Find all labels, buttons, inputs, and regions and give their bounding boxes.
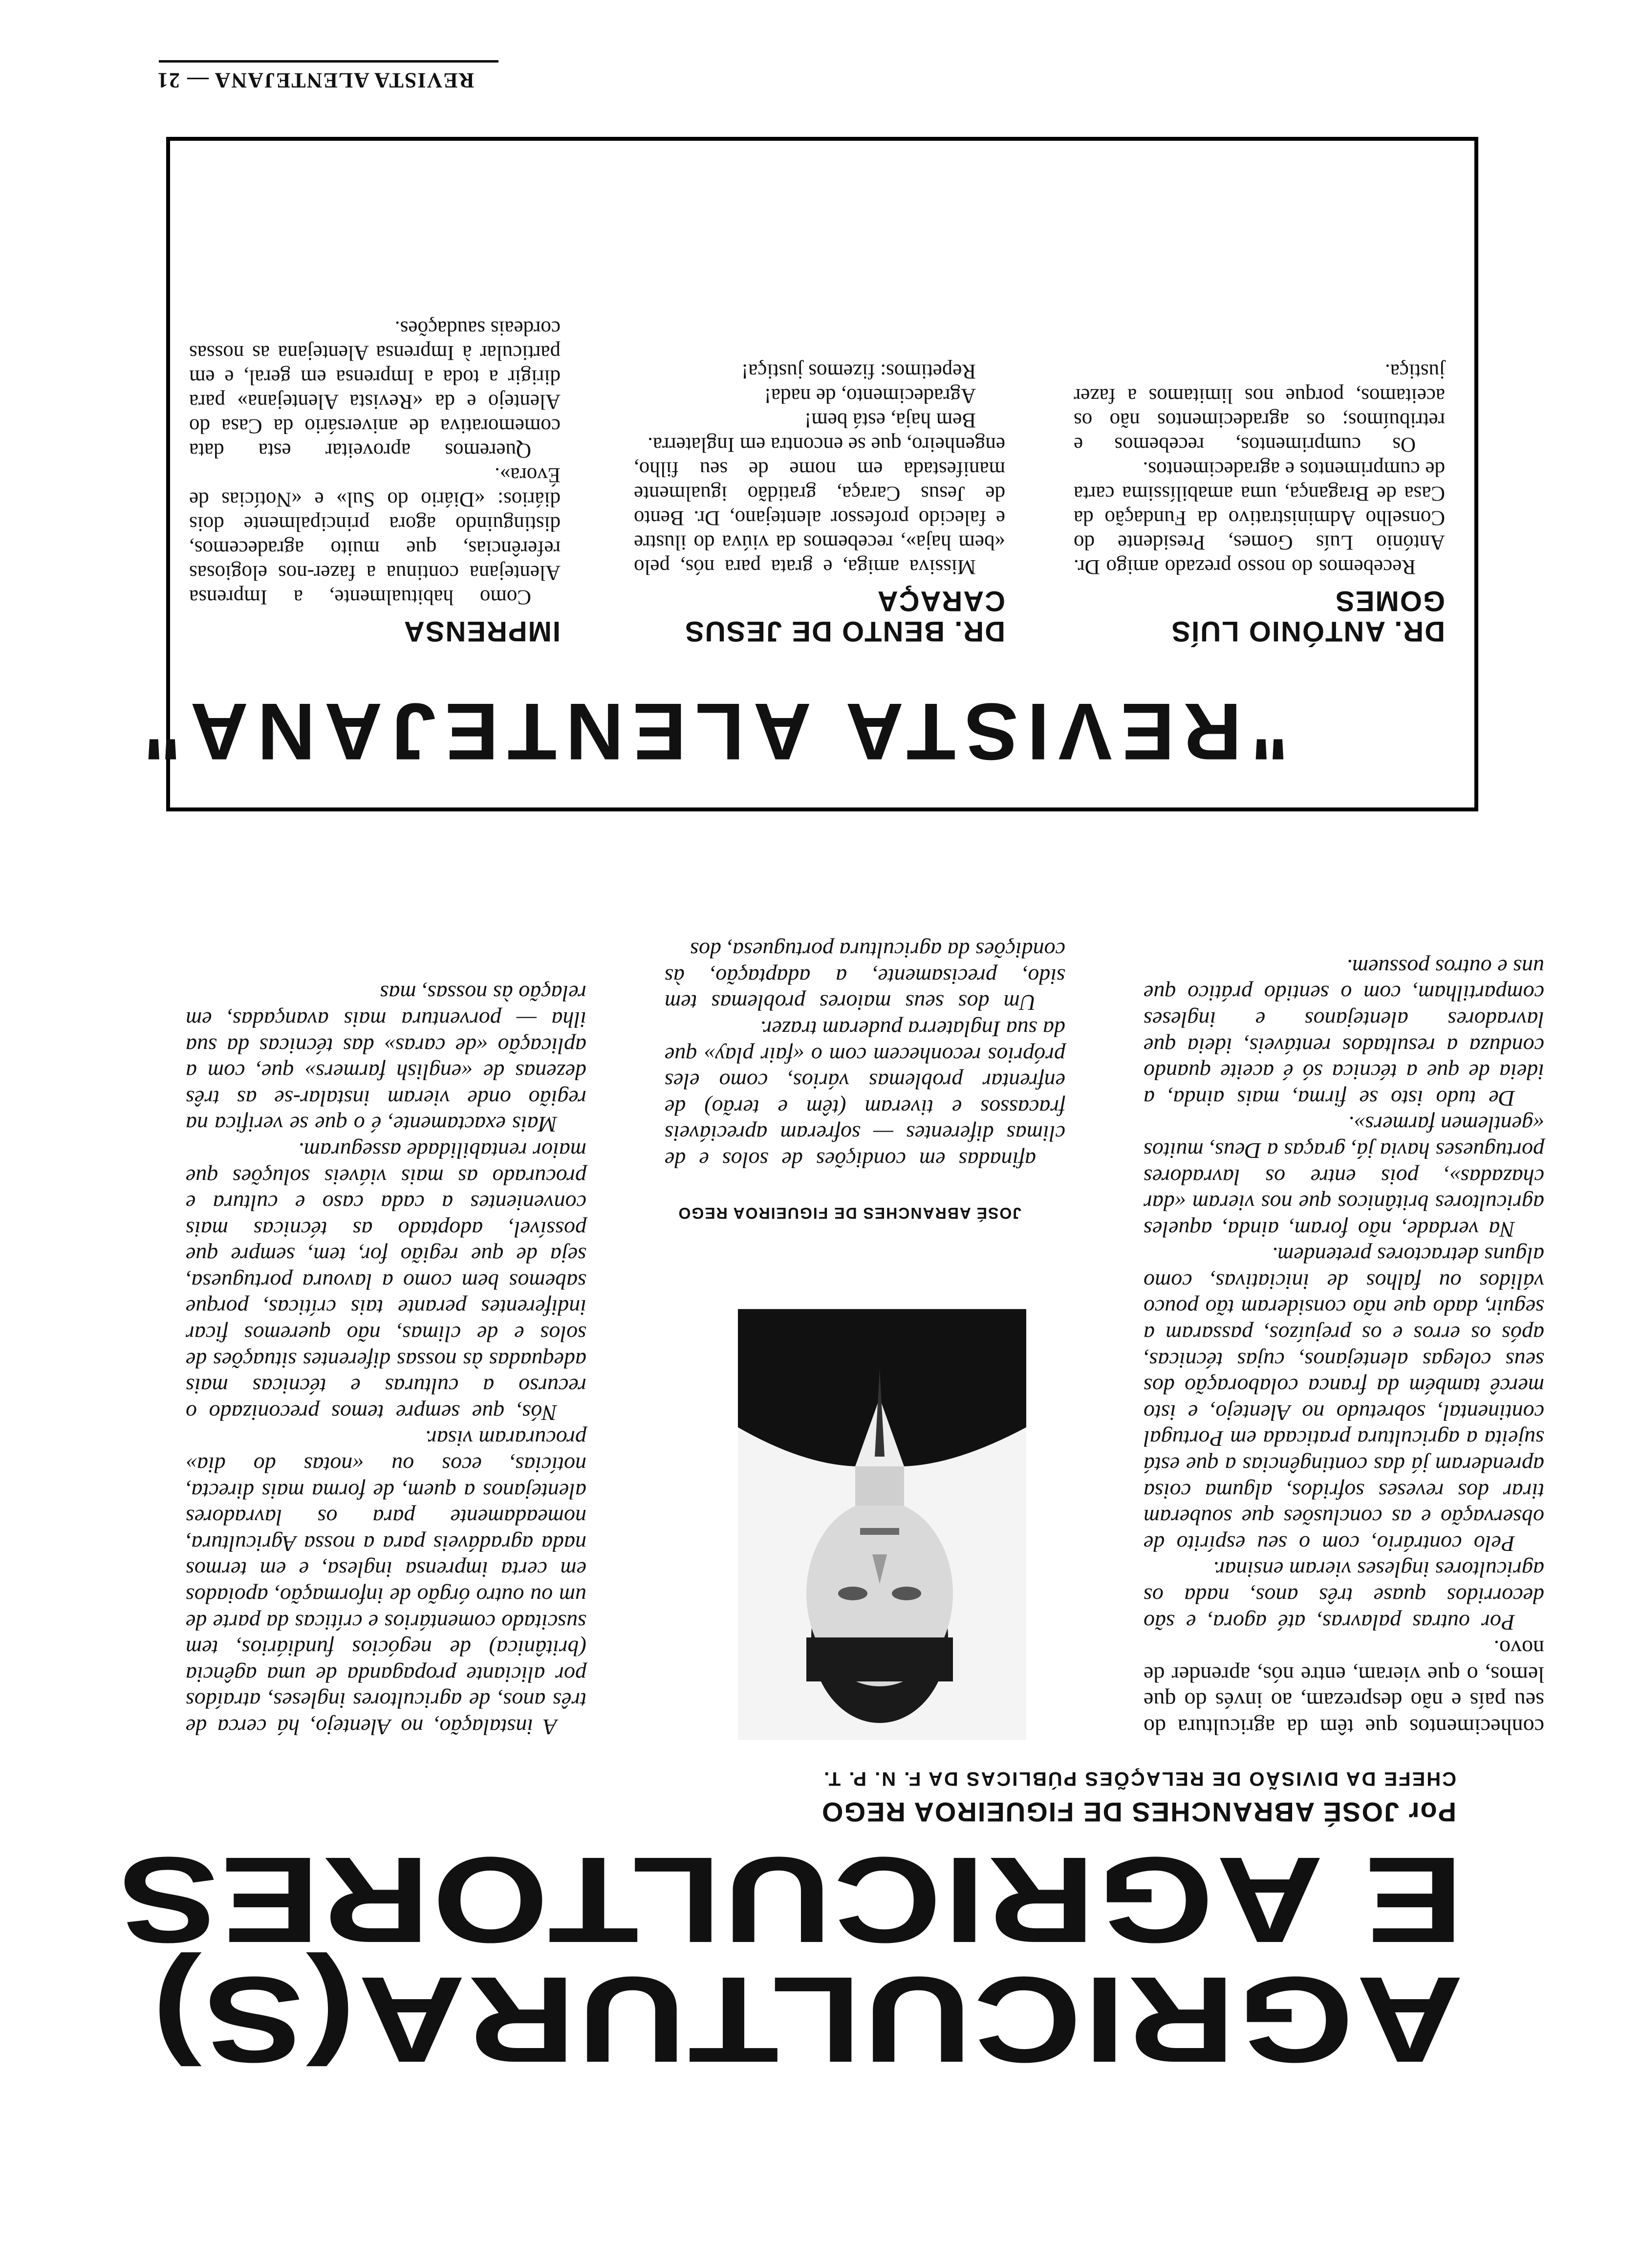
article-paragraph: conhecimentos que têm da agricultura do seu país e não desprezam, ao invés do que lemos, o que vieram, entre nós, aprender de novo. — [1144, 1636, 1544, 1740]
box-heading: DR. BENTO DE JESUS CARAÇA — [684, 585, 1005, 647]
box-paragraph: Repetimos: fizemos justiça! — [741, 360, 976, 383]
box-heading: IMPRENSA — [403, 615, 561, 647]
box-title: "REVISTA ALENTEJANA" — [134, 687, 1289, 777]
article-paragraph: afinadas em condições de solos e de climas diferentes — sofreram apreciáveis fracassos e tiveram (têm e terão) de enfrentar problemas vários, como eles próprios reconhecem com o «fair play» que da sua Inglaterra puderam trazer. — [665, 1017, 1065, 1173]
article-title-line-2: E AGRICULTORES — [116, 1832, 1464, 1968]
article-title — [0, 1832, 1464, 2088]
article-title-line-1: AGRICULTURA(S) — [150, 1952, 1464, 2088]
box-paragraph: Bem haja, está bem! — [804, 409, 976, 432]
article-column-3 — [1144, 954, 1544, 1740]
byline — [479, 1767, 1456, 1828]
article-paragraph: Pelo contrário, com o seu espírito de observação e as conclusões que souberam tirar dos reveses sofridos, alguma coisa aprenderam já das contingências a que está sujeita a agricultura praticada em Portugal continental, sobretudo no Alentejo, e isto mercê também da franca colaboração dos seus colegas alentejanos, cujas técnicas, após os erros e os prejuízos, passaram a seguir, dado que não consideram tão pouco válidos ou falhos de iniciativas, como alguns detractores pretendem. — [1144, 1243, 1544, 1556]
author-photo — [738, 1309, 1026, 1740]
box-heading: DR. ANTÓNIO LUÍS GOMES — [1170, 585, 1445, 647]
running-head: REVISTA ALENTEJANA — 21 — [156, 68, 475, 92]
box-paragraph: Missiva amiga, e grata para nós, pelo «bem haja», recebemos da viúva do ilustre e falecido professor alentejano, Dr. Bento de Jesus Caraça, gratidão igualmente manifestada em nome de seu filho, engenheiro, que se encontra em Inglaterra. — [634, 433, 1005, 578]
box-paragraph: Queremos aproveitar esta data comemorativa de aniversário da Casa do Alentejo e da «Revista Alentejana» para dirigir a toda a Imprensa em geral, e em particular à Imprensa Alentejana as nossas cordeais saudações. — [189, 317, 561, 462]
box-paragraph: Os cumprimentos, recebemos e retribuímos; os agradecimentos não os aceitamos, porque nos limitamos a fazer justiça. — [1074, 360, 1445, 456]
box-column-1 — [1074, 359, 1445, 646]
box-paragraph: Como habitualmente, a Imprensa Alentejana continua a fazer-nos elogiosas referências, que muito agradecemos, distinguindo agora principalmente dois diários: «Diário do Sul» e «Notícias de Évora». — [189, 463, 561, 609]
article-paragraph: Na verdade, não foram, ainda, aqueles agricultores britânicos que nos vieram «dar chazadas», pois entre os lavradores portugueses havia já, graças a Deus, muitos «gentlemen farmers». — [1144, 1112, 1544, 1242]
author-name: Por JOSÉ ABRANCHES DE FIGUEIROA REGO — [821, 1797, 1456, 1828]
photo-caption: JOSÉ ABRANCHES DE FIGUEIROA REGO — [677, 1204, 1021, 1222]
revista-alentejana-box — [134, 137, 1478, 811]
footer-rule — [159, 60, 498, 63]
article-paragraph: Mais exactamente, é o que se verifica na região onde vieram instalar-se as três dezenas de «english farmers» que, com a aplicação «de caras» das técnicas da sua ilha — porventura mais avançadas, em relação às nossas, mas — [186, 981, 586, 1137]
box-column-2 — [634, 359, 1005, 646]
box-paragraph: Recebemos do nosso prezado amigo Dr. António Luís Gomes, Presidente do Conselho Administrativo da Fundação da Casa de Bragança, uma amabilíssima carta de cumprimentos e agradecimentos. — [1074, 458, 1445, 578]
article-paragraph: A instalação, no Alentejo, há cerca de três anos, de agricultores ingleses, atraídos por aliciante propaganda de uma agência (britânica) de negócios fundiários, tem suscitado comentários e críticas da parte de um ou outro órgão de informação, apoiados em certa imprensa inglesa, e em termos nada agradáveis para a nossa Agricultura, nomeadamente para os lavradores alentejanos a quem, de forma mais directa, notícias, ecos ou «notas do dia» procuraram visar. — [186, 1426, 586, 1740]
article-paragraph: De tudo isto se firma, mais ainda, a ideia de que a técnica só é aceite quando conduza a resultados rentáveis, ideia que lavradores alentejanos e ingleses compartilham, com o sentido prático que uns e outros possuem. — [1144, 955, 1544, 1111]
author-role: CHEFE DA DIVISÃO DE RELAÇÕES PÚBLICAS DA F. N. P. T. — [822, 1768, 1456, 1789]
article-paragraph: Um dos seus maiores problemas tem sido, precisamente, a adaptação, às condições da agricultura portuguesa, dos — [665, 938, 1065, 1016]
portrait-image — [738, 1310, 1026, 1740]
article-column-1 — [186, 981, 586, 1740]
box-column-3 — [189, 316, 561, 646]
article-column-2 — [665, 938, 1065, 1173]
article-paragraph: Por outras palavras, até agora, e são decorridos quase três anos, nada os agricultores ingleses vieram ensinar. — [1144, 1557, 1544, 1635]
article-paragraph: Nós, que sempre temos preconizado o recurso a culturas e técnicas mais adequadas às nossas diferentes situações de solos e de climas, não queremos ficar indiferentes perante tais críticas, porque sabemos bem como a lavoura portuguesa, seja de que região for, tem, sempre que possível, adoptado as técnicas mais convenientes a cada caso e cultura e procurado as mais viáveis soluções que maior rentabilidade asseguram. — [186, 1138, 586, 1425]
box-paragraph: Agradecimento, de nada! — [764, 384, 976, 407]
